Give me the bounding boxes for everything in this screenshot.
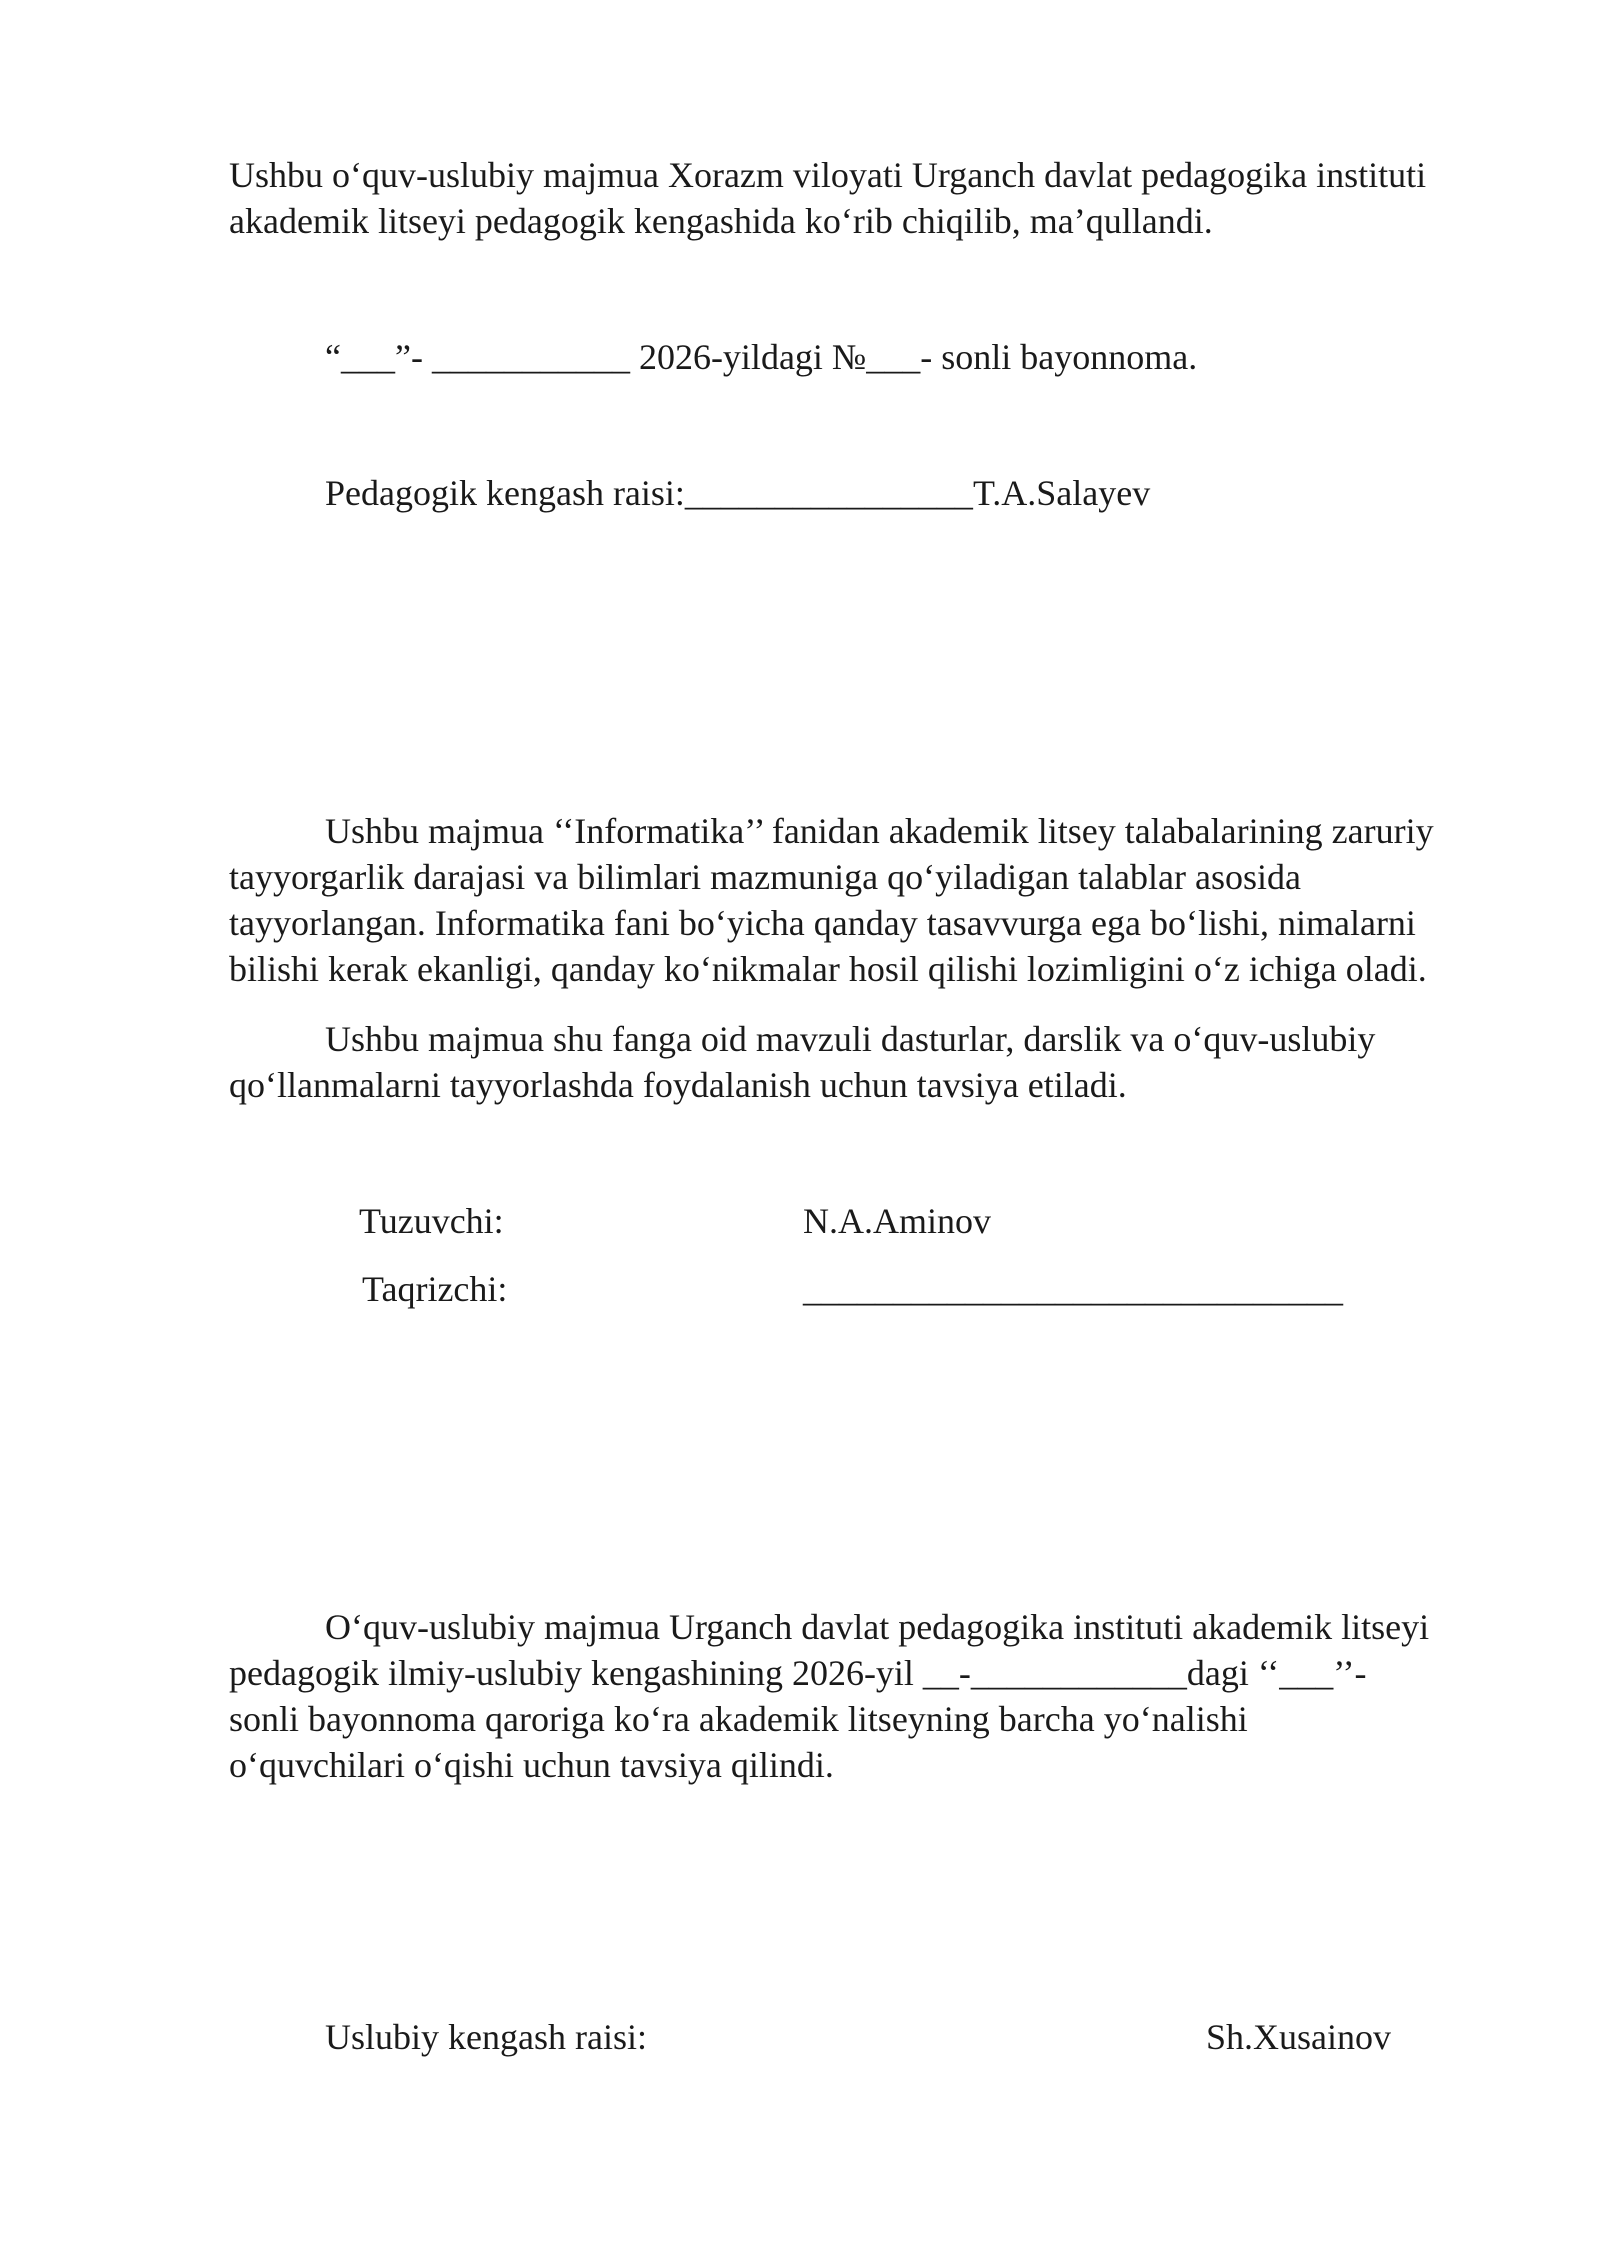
recommendation-line: o‘quvchilari o‘qishi uchun tavsiya qilindi. (229, 1745, 834, 1785)
methodical-chair-name: Sh.Xusainov (1206, 2017, 1392, 2057)
council-chair-line (325, 470, 1150, 516)
description-line: tayyorgarlik darajasi va bilimlari mazmuniga qo‘yiladigan talablar asosida (229, 857, 1301, 897)
recommendation-paragraph (229, 1604, 1489, 1788)
compiler-name: N.A.Aminov (803, 1201, 991, 1241)
approval-line-1: Ushbu o‘quv-uslubiy majmua Xorazm viloyati Urganch davlat pedagogika instituti (229, 155, 1427, 195)
reviewer-label: Taqrizchi: (362, 1269, 508, 1309)
approval-paragraph (229, 152, 1489, 244)
recommendation-line: O‘quv-uslubiy majmua Urganch davlat pedagogika instituti akademik litseyi (325, 1607, 1430, 1647)
recommendation-line: pedagogik ilmiy-uslubiy kengashining 2026-yil __-____________dagi ‘‘___’’- (229, 1653, 1367, 1693)
description-line: Ushbu majmua ‘‘Informatika’’ fanidan akademik litsey talabalarining zaruriy (325, 811, 1434, 851)
compiler-label: Tuzuvchi: (359, 1201, 504, 1241)
description-line: tayyorlangan. Informatika fani bo‘yicha qanday tasavvurga ega bo‘lishi, nimalarni (229, 903, 1416, 943)
protocol-line: “___”- ___________ 2026-yildagi №___- sonli bayonnoma. (325, 337, 1198, 377)
description-line: qo‘llanmalarni tayyorlashda foydalanish uchun tavsiya etiladi. (229, 1065, 1127, 1105)
recommendation-line: sonli bayonnoma qaroriga ko‘ra akademik litseyning barcha yo‘nalishi (229, 1699, 1248, 1739)
council-chair-name: T.A.Salayev (972, 473, 1151, 513)
council-chair-label: Pedagogik kengash raisi:________________ (325, 473, 973, 513)
reviewer-signature-line: ______________________________ (803, 1269, 1343, 1309)
approval-line-2: akademik litseyi pedagogik kengashida ko‘rib chiqilib, ma’qullandi. (229, 201, 1213, 241)
description-paragraph-1 (229, 808, 1489, 992)
description-paragraph-2 (229, 1016, 1489, 1108)
description-line: Ushbu majmua shu fanga oid mavzuli dasturlar, darslik va o‘quv-uslubiy (325, 1019, 1376, 1059)
description-line: bilishi kerak ekanligi, qanday ko‘nikmalar hosil qilishi lozimligini o‘z ichiga oladi. (229, 949, 1427, 989)
methodical-chair-label: Uslubiy kengash raisi: (325, 2017, 647, 2057)
